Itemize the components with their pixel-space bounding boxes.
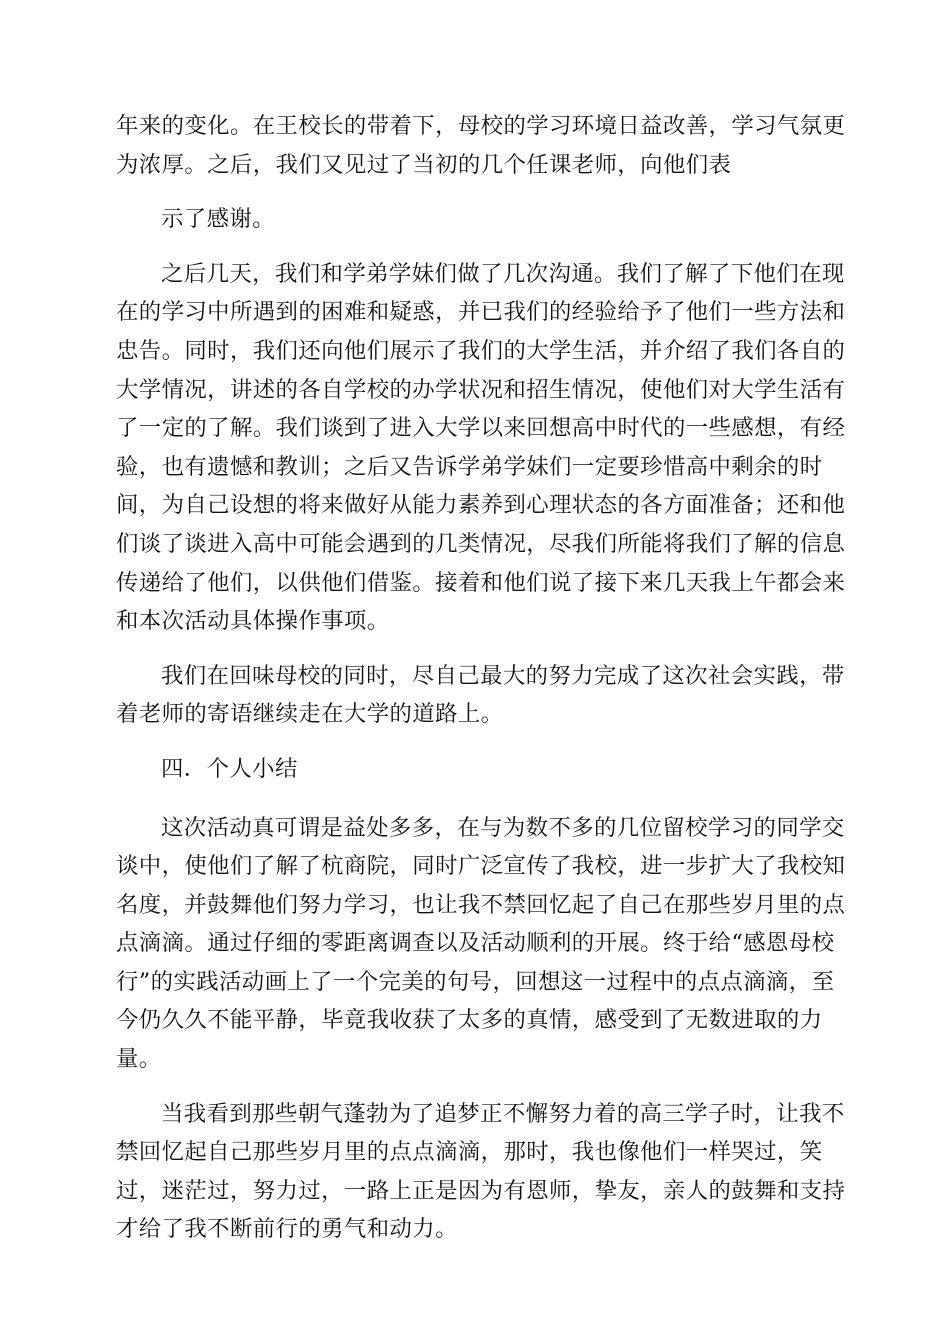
text-line: 为浓厚。之后，我们又见过了当初的几个任课老师，向他们表 xyxy=(116,151,732,178)
text-line: 们谈了谈进入高中可能会遇到的几类情况，尽我们所能将我们了解的信息 xyxy=(116,530,846,557)
text-line: 忠告。同时，我们还向他们展示了我们的大学生活，并介绍了我们各自的 xyxy=(116,337,846,364)
paragraph-reflection xyxy=(116,1095,846,1249)
text-line: 在的学习中所遇到的困难和疑惑，并已我们的经验给予了他们一些方法和 xyxy=(116,299,846,326)
text-line: 验，也有遗憾和教训；之后又告诉学弟学妹们一定要珍惜高中剩余的时 xyxy=(116,453,823,480)
paragraph-thanks xyxy=(116,200,832,239)
text-line: 传递给了他们，以供他们借鉴。接着和他们说了接下来几天我上午都会来 xyxy=(116,569,846,596)
text-line: 间，为自己设想的将来做好从能力素养到心理状态的各方面准备；还和他 xyxy=(116,492,846,519)
text-line: 示了感谢。 xyxy=(161,206,275,233)
section-heading xyxy=(116,750,832,789)
paragraph-activity-summary xyxy=(116,809,846,1079)
text-line: 当我看到那些朝气蓬勃为了追梦正不懈努力着的高三学子时，让我不 xyxy=(161,1100,845,1127)
text-line: 之后几天，我们和学弟学妹们做了几次沟通。我们了解了下他们在现 xyxy=(161,260,845,287)
text-line: 年来的变化。在王校长的带着下，母校的学习环境日益改善，学习气氛更 xyxy=(116,113,846,139)
text-line: 行”的实践活动画上了一个完美的句号，回想这一过程中的点点滴滴，至 xyxy=(116,968,835,995)
document-body xyxy=(116,107,846,1249)
text-line: 禁回忆起自己那些岁月里的点点滴滴，那时，我也像他们一样哭过，笑 xyxy=(116,1139,823,1166)
paragraph-communication xyxy=(116,255,846,641)
text-line: 名度，并鼓舞他们努力学习，也让我不禁回忆起了自己在那些岁月里的点 xyxy=(116,891,846,918)
text-line: 才给了我不断前行的勇气和动力。 xyxy=(116,1216,458,1243)
text-line: 和本次活动具体操作事项。 xyxy=(116,608,390,635)
text-line: 谈中，使他们了解了杭商院，同时广泛宣传了我校，进一步扩大了我校知 xyxy=(116,853,846,880)
text-line: 量。 xyxy=(116,1046,162,1073)
text-line: 今仍久久不能平静，毕竟我收获了太多的真情，感受到了无数进取的力 xyxy=(116,1007,823,1034)
paragraph-school-changes xyxy=(116,107,846,184)
text-line: 了一定的了解。我们谈到了进入大学以来回想高中时代的一些感想，有经 xyxy=(116,415,846,442)
text-line: 这次活动真可谓是益处多多，在与为数不多的几位留校学习的同学交 xyxy=(161,814,845,841)
text-line: 着老师的寄语继续走在大学的道路上。 xyxy=(116,701,504,728)
heading-personal-summary: 四．个人小结 xyxy=(161,755,298,782)
text-line: 我们在回味母校的同时，尽自己最大的努力完成了这次社会实践，带 xyxy=(161,662,845,689)
text-line: 过，迷茫过，努力过，一路上正是因为有恩师，挚友，亲人的鼓舞和支持 xyxy=(116,1177,846,1204)
paragraph-practice-complete xyxy=(116,657,845,734)
text-line: 大学情况，讲述的各自学校的办学状况和招生情况，使他们对大学生活有 xyxy=(116,376,846,403)
text-line: 点滴滴。通过仔细的零距离调查以及活动顺利的开展。终于给“感恩母校 xyxy=(116,930,835,957)
